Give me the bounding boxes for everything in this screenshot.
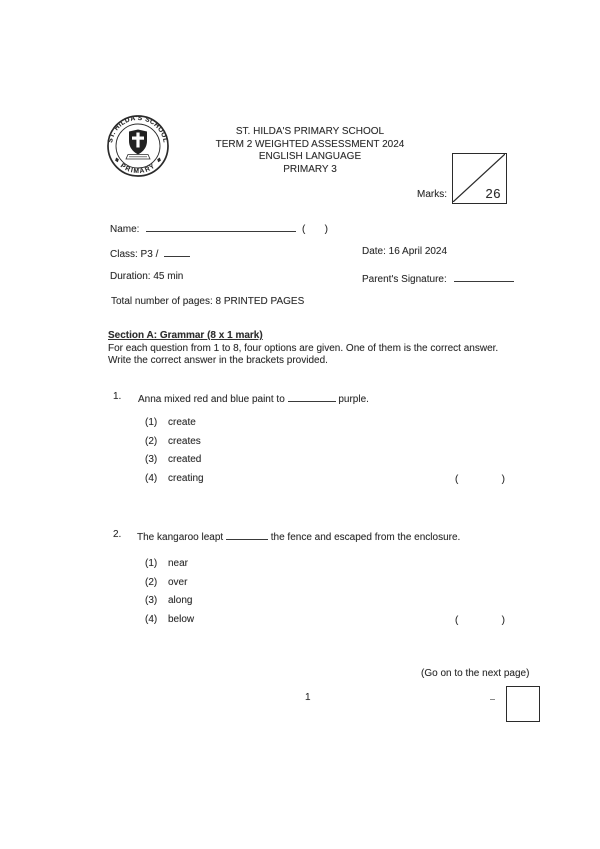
section-a-heading (108, 330, 548, 368)
class-blank-line (164, 246, 190, 257)
option-number: (1) (145, 417, 158, 428)
option-row (145, 436, 204, 455)
option-row (145, 454, 204, 473)
question-2-text (137, 529, 460, 543)
answer-bracket-close: ) (501, 615, 505, 626)
class-label: Class: P3 / (110, 249, 159, 260)
option-number: (4) (145, 472, 158, 484)
section-a-instruction-2: Write the correct answer in the brackets provided. (108, 355, 328, 367)
question-1-text (138, 391, 369, 405)
subject-line: ENGLISH LANGUAGE (258, 151, 362, 163)
cross-icon (136, 133, 139, 148)
marks-label: Marks: (417, 189, 447, 200)
option-number: (3) (145, 454, 158, 466)
index-brackets (302, 224, 328, 235)
seal-arc-top-text: ST. HILDA'S SCHOOL (107, 114, 169, 144)
continuation-note: (Go on to the next page) (421, 668, 530, 679)
marks-box (452, 153, 507, 204)
option-number: (2) (145, 576, 158, 588)
cross-icon-bar (132, 137, 144, 140)
question-2-options (145, 558, 194, 632)
question-2-blank-line (226, 529, 268, 540)
name-row (110, 221, 328, 235)
date-text: Date: 16 April 2024 (362, 246, 448, 257)
total-pages-text: Total number of pages: 8 PRINTED PAGES (111, 296, 305, 307)
parent-signature-blank-line (454, 271, 514, 282)
option-text: along (168, 595, 193, 607)
level-line: PRIMARY 3 (283, 163, 337, 175)
section-a-title: Section A: Grammar (8 x 1 mark) (108, 330, 263, 341)
answer-bracket-open: ( (455, 615, 459, 626)
question-1-text-before: Anna mixed red and blue paint to (138, 394, 285, 405)
option-row (145, 417, 204, 436)
option-row (145, 473, 204, 492)
option-row (145, 595, 194, 614)
marks-value: 26 (485, 186, 501, 201)
assessment-title-line: TERM 2 WEIGHTED ASSESSMENT 2024 (215, 138, 405, 150)
name-blank-line (146, 221, 296, 232)
parent-signature-label: Parent's Signature: (362, 274, 447, 285)
question-2-number: 2. (113, 529, 122, 540)
option-text: over (168, 576, 188, 588)
answer-bracket-open: ( (455, 474, 459, 485)
question-1-blank-line (288, 391, 336, 402)
stray-scan-mark (490, 699, 495, 700)
question-1-answer-brackets (455, 474, 505, 485)
option-row (145, 577, 194, 596)
option-text: creates (168, 435, 201, 447)
question-1-text-after: purple. (338, 394, 369, 405)
name-label: Name: (110, 224, 140, 235)
question-2-answer-brackets (455, 615, 505, 626)
option-number: (4) (145, 613, 158, 625)
question-2-text-after: the fence and escaped from the enclosure. (270, 532, 461, 543)
option-text: below (168, 613, 195, 625)
index-bracket-open: ( (302, 224, 306, 235)
index-bracket-close: ) (324, 224, 329, 235)
page-number: 1 (305, 692, 311, 703)
seal-arc-bottom-text: PRIMARY (119, 162, 157, 176)
answer-bracket-close: ) (501, 474, 505, 485)
marker-score-box (506, 686, 540, 722)
option-number: (2) (145, 435, 158, 447)
duration-text: Duration: 45 min (110, 271, 184, 282)
option-row (145, 558, 194, 577)
question-1-number: 1. (113, 391, 122, 402)
school-name-line: ST. HILDA'S PRIMARY SCHOOL (235, 126, 385, 137)
option-text: created (168, 454, 202, 466)
section-a-instruction-1: For each question from 1 to 8, four options are given. One of them is the correct answer. (108, 343, 499, 355)
option-number: (3) (145, 595, 158, 607)
option-text: create (168, 417, 196, 428)
option-number: (1) (145, 558, 158, 569)
question-2-text-before: The kangaroo leapt (137, 532, 224, 543)
exam-header (160, 126, 460, 176)
star-left-icon (115, 158, 119, 163)
option-text: creating (168, 472, 204, 484)
class-row (110, 246, 190, 260)
question-1-options (145, 417, 204, 491)
parent-signature-row (362, 271, 514, 285)
option-row (145, 614, 194, 633)
option-text: near (168, 558, 189, 569)
